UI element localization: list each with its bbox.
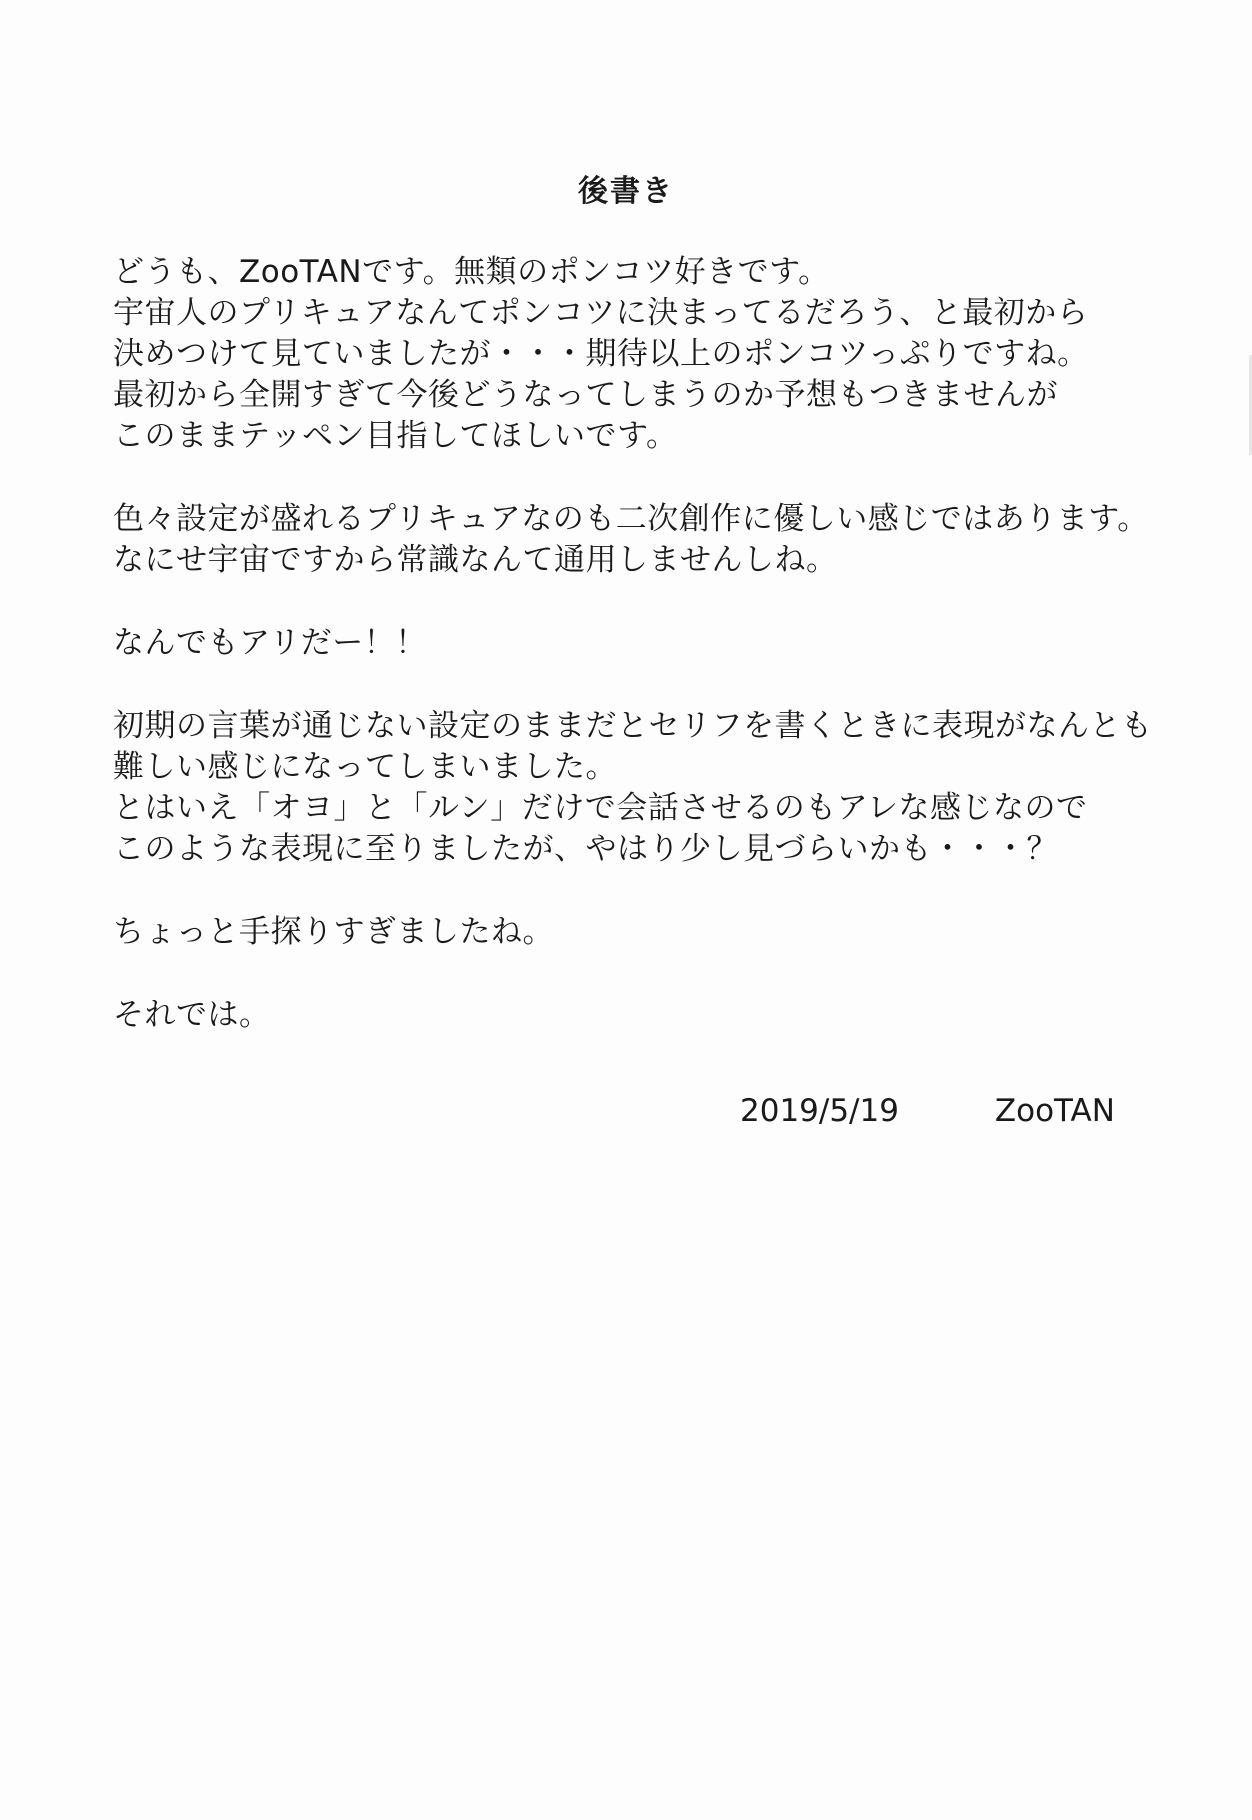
paragraph-intro	[113, 252, 1173, 457]
afterword-body	[113, 252, 1173, 1078]
text-line: 初期の言葉が通じない設定のままだとセリフを書くときに表現がなんとも	[113, 708, 1153, 744]
text-line: どうも、ZooTANです。無類のポンコツ好きです。	[113, 254, 830, 290]
text-line: ちょっと手探りすぎましたね。	[113, 914, 554, 950]
paragraph-exclamation	[113, 623, 1173, 664]
text-line: なんでもアリだー！！	[113, 625, 427, 661]
paragraph-groping	[113, 912, 1173, 953]
text-line: 最初から全開すぎて今後どうなってしまうのか予想もつきませんが	[113, 377, 1058, 413]
text-line: 決めつけて見ていましたが・・・期待以上のポンコツっぷりですね。	[113, 336, 1089, 372]
text-line: 宇宙人のプリキュアなんてポンコツに決まってるだろう、と最初から	[113, 295, 1089, 331]
text-line: それでは。	[113, 997, 271, 1033]
paragraph-dialogue	[113, 706, 1173, 870]
text-line: なにせ宇宙ですから常識なんて通用しませんしね。	[113, 542, 838, 578]
text-line: 難しい感じになってしまいました。	[113, 749, 617, 785]
text-line: このような表現に至りましたが、やはり少し見づらいかも・・・？	[113, 831, 1058, 867]
paragraph-settings	[113, 499, 1173, 581]
text-line: 色々設定が盛れるプリキュアなのも二次創作に優しい感じではあります。	[113, 501, 1149, 537]
signature-author: ZooTAN	[994, 1093, 1115, 1129]
signature	[740, 1093, 1115, 1129]
text-line: このままテッペン目指してほしいです。	[113, 418, 678, 454]
signature-date: 2019/5/19	[740, 1093, 899, 1129]
text-line: とはいえ「オヨ」と「ルン」だけで会話させるのもアレな感じなので	[113, 790, 1088, 826]
paragraph-closing	[113, 995, 1173, 1036]
page-title: 後書き	[578, 174, 674, 209]
